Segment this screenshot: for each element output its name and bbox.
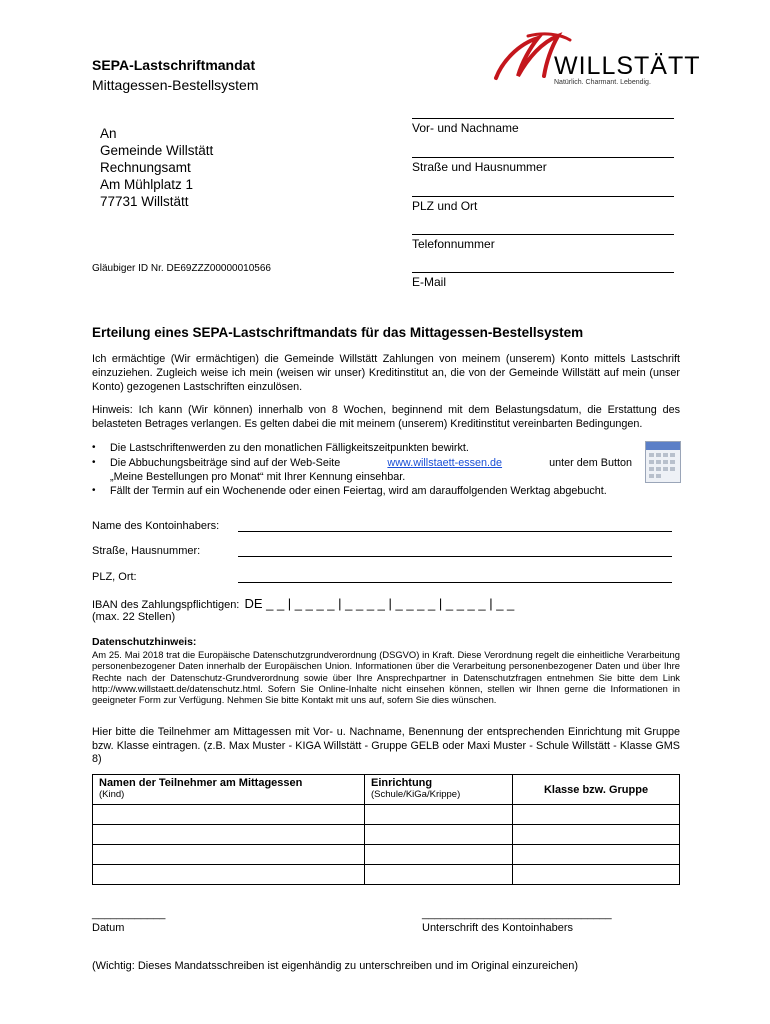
table-cell[interactable] — [93, 805, 365, 825]
bullet-item: Die Lastschriftenwerden zu den monatlichen Fälligkeitszeitpunkten bewirkt. — [110, 442, 469, 454]
bullet-item: Fällt der Termin auf ein Wochenende oder einen Feiertag, wird am darauffolgenden Werktag abgebucht. — [110, 485, 607, 497]
table-header-cell — [93, 775, 365, 805]
document-subtitle: Mittagessen-Bestellsystem — [92, 77, 259, 93]
table-row — [93, 825, 680, 845]
email-field-line[interactable] — [412, 272, 674, 273]
phone-field-line[interactable] — [412, 234, 674, 235]
address-line: An — [100, 126, 117, 141]
phone-field-label: Telefonnummer — [412, 237, 495, 251]
table-cell[interactable] — [365, 825, 513, 845]
bullet-dot-icon: • — [92, 442, 96, 453]
account-holder-label: Name des Kontoinhabers: — [92, 520, 220, 532]
calendar-button-icon — [645, 441, 681, 483]
participants-intro: Hier bitte die Teilnehmer am Mittagessen mit Vor- u. Nachname, Benennung der entsprechenden Einrichtung mit Gruppe bzw. Klasse eintragen. (z.B. Max Muster - KIGA Willstätt - Gruppe GELB oder Maxi Muster - Schule Willstätt - Klasse GMS 8) — [92, 726, 680, 765]
bullet-dot-icon: • — [92, 485, 96, 496]
creditor-id: Gläubiger ID Nr. DE69ZZZ00000010566 — [92, 263, 271, 274]
city-field-line[interactable] — [412, 196, 674, 197]
table-cell[interactable] — [365, 845, 513, 865]
col-facility-sub: (Schule/KiGa/Krippe) — [371, 789, 461, 800]
signature-line[interactable]: _______________________________ — [422, 908, 612, 920]
table-cell[interactable] — [93, 825, 365, 845]
street-field-label: Straße und Hausnummer — [412, 160, 547, 174]
table-cell[interactable] — [513, 865, 680, 885]
col-name-title: Namen der Teilnehmer am Mittagessen — [99, 777, 303, 789]
mandate-paragraph: Ich ermächtige (Wir ermächtigen) die Gemeinde Willstätt Zahlungen von meinem (unserem) Konto mittels Lastschrift einzuziehen. Zugleich weise ich mein (weisen wir unser) Kreditinstitut an, die von der Gemeinde Willstätt auf mein (unser Konto) gezogenen Lastschriften einzulösen. — [92, 353, 680, 393]
iban-row — [92, 596, 514, 611]
date-label: Datum — [92, 922, 125, 934]
document-title: SEPA-Lastschriftmandat — [92, 57, 256, 73]
participants-table — [92, 774, 680, 885]
footer-note: (Wichtig: Dieses Mandatsschreiben ist eigenhändig zu unterschreiben und im Original einzureichen) — [92, 960, 579, 972]
table-row — [93, 805, 680, 825]
table-cell[interactable] — [513, 805, 680, 825]
address-line: Gemeinde Willstätt — [100, 143, 214, 158]
table-cell[interactable] — [93, 865, 365, 885]
website-link[interactable]: www.willstaett-essen.de — [387, 457, 503, 469]
account-city-line[interactable] — [238, 582, 672, 583]
account-street-line[interactable] — [238, 556, 672, 557]
table-cell[interactable] — [513, 825, 680, 845]
account-holder-line[interactable] — [238, 531, 672, 532]
street-field-line[interactable] — [412, 157, 674, 158]
name-field-line[interactable] — [412, 118, 674, 119]
privacy-title: Datenschutzhinweis: — [92, 636, 197, 648]
table-header-cell — [513, 775, 680, 805]
iban-input[interactable]: DE _ _ | _ _ _ _ | _ _ _ _ | _ _ _ _ | _ _ _ _ | _ _ — [244, 596, 515, 611]
logo-tagline: Natürlich. Charmant. Lebendig. — [554, 79, 651, 86]
date-line[interactable]: ____________ — [92, 908, 166, 920]
account-street-label: Straße, Hausnummer: — [92, 545, 201, 557]
table-cell[interactable] — [513, 845, 680, 865]
bullet-text: Die Abbuchungsbeiträge sind auf der Web-Seite — [110, 457, 341, 469]
table-row — [93, 865, 680, 885]
bullet-item-continued: „Meine Bestellungen pro Monat“ mit Ihrer Kennung einsehbar. — [110, 471, 406, 483]
privacy-text: Am 25. Mai 2018 trat die Europäische Datenschutzgrundverordnung (DSGVO) in Kraft. Diese Verordnung regelt die einheitliche Verarbeitung personenbezogener Daten innerhalb der Europäischen Union. Informationen über die Verarbeitung personenbezogener Daten und über Ihre Rechte nach der Datenschutz-Grundverordnung sowie über Ihre Ansprechpartner in Datenschutzfragen entnehmen Sie bitte dem Link http://www.willstaett.de/datenschutz.html. Sofern Sie Online-Inhalte nicht einsehen können, stellen wir Ihnen gerne die Informationen in geeigneter Form zur Verfügung. Nehmen Sie bitte Kontakt mit uns auf, sofern Sie dies wünschen. — [92, 649, 680, 706]
address-line: Rechnungsamt — [100, 160, 191, 175]
bullet-item — [110, 456, 632, 470]
bullet-dot-icon: • — [92, 457, 96, 468]
refund-paragraph: Hinweis: Ich kann (Wir können) innerhalb von 8 Wochen, beginnend mit dem Belastungsdatum, die Erstattung des belasteten Betrages verlangen. Es gelten dabei die mit meinem (unserem) Kreditinstitut vereinbarten Bedingungen. — [92, 404, 680, 430]
table-cell[interactable] — [365, 865, 513, 885]
col-facility-title: Einrichtung — [371, 777, 433, 789]
recipient-address — [100, 125, 213, 210]
table-cell[interactable] — [93, 845, 365, 865]
willstaett-logo — [488, 32, 701, 88]
city-field-label: PLZ und Ort — [412, 199, 478, 213]
iban-note: (max. 22 Stellen) — [92, 611, 176, 623]
name-field-label: Vor- und Nachname — [412, 121, 519, 135]
table-header-row — [93, 775, 680, 805]
address-line: 77731 Willstätt — [100, 194, 189, 209]
address-line: Am Mühlplatz 1 — [100, 177, 194, 192]
section-title: Erteilung eines SEPA-Lastschriftmandats für das Mittagessen-Bestellsystem — [92, 325, 584, 340]
table-cell[interactable] — [365, 805, 513, 825]
col-name-sub: (Kind) — [99, 789, 125, 800]
col-group-title: Klasse bzw. Gruppe — [543, 783, 649, 796]
table-header-cell — [365, 775, 513, 805]
signature-label: Unterschrift des Kontoinhabers — [422, 922, 574, 934]
iban-label: IBAN des Zahlungspflichtigen: — [92, 599, 240, 611]
account-city-label: PLZ, Ort: — [92, 571, 137, 583]
logo-wordmark: WILLSTÄTT — [554, 52, 701, 80]
bullet-text: unter dem Button — [549, 457, 632, 469]
table-row — [93, 845, 680, 865]
email-field-label: E-Mail — [412, 275, 447, 289]
